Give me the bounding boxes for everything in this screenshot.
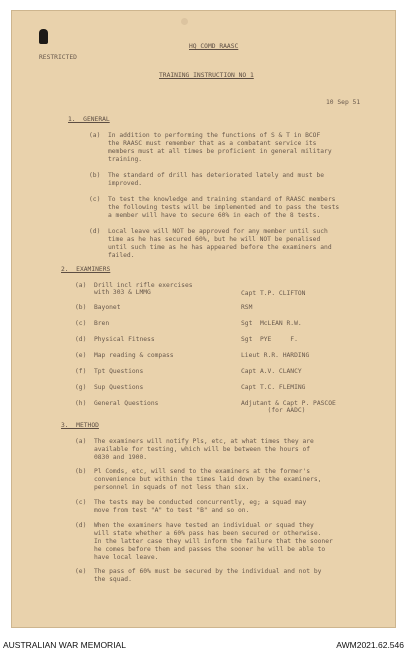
general-a-line4: training. xyxy=(89,156,143,163)
method-d-line5: have local leave. xyxy=(75,554,159,561)
examiner-subject: (a) Drill incl rifle exercises xyxy=(75,282,193,289)
method-d-line1: (d) When the examiners have tested an individual or squad they xyxy=(75,522,314,529)
examiner-name: RSM xyxy=(241,304,253,311)
examiner-name: Capt A.V. CLANCY xyxy=(241,368,302,375)
examiner-subject: (f) Tpt Questions xyxy=(75,368,144,375)
method-a-line2: available for testing, which will be between the hours of xyxy=(75,446,311,453)
archive-reference: AWM2021.62.546 xyxy=(336,640,404,650)
method-b-line2: convenience but within the times laid down by the examiners, xyxy=(75,476,322,483)
document-title: TRAINING INSTRUCTION NO 1 xyxy=(159,72,254,79)
general-d-line3: until such time as he has appeared before the examiners and xyxy=(89,244,332,251)
examiner-name: Capt T.C. FLEMING xyxy=(241,384,306,391)
general-d-line4: failed. xyxy=(89,252,135,259)
general-b-line1: (b) The standard of drill has deteriorated lately and must be xyxy=(89,172,325,179)
method-e-line1: (e) The pass of 60% must be secured by the individual and not by xyxy=(75,568,322,575)
examiner-subject: (g) Sup Questions xyxy=(75,384,144,391)
examiner-subject: (d) Physical Fitness xyxy=(75,336,155,343)
method-c-line2: move from test "A" to test "B" and so on. xyxy=(75,507,250,514)
general-a-line3: members must at all times be proficient in general military xyxy=(89,148,332,155)
method-b-line1: (b) Pl Comds, etc, will send to the examiners at the former's xyxy=(75,468,311,475)
punch-hole xyxy=(181,18,188,25)
method-b-line3: personnel in squads of not less than six. xyxy=(75,484,250,491)
examiner-name: Lieut R.R. HARDING xyxy=(241,352,310,359)
method-d-line2: will state whether a 60% pass has been secured or otherwise. xyxy=(75,530,322,537)
method-d-line4: he comes before them and passes the sooner he will be able to xyxy=(75,546,326,553)
general-c-line3: a member will have to secure 60% in each of the 8 tests. xyxy=(89,212,321,219)
paper-clip xyxy=(39,29,48,44)
method-a-line3: 0830 and 1900. xyxy=(75,454,148,461)
method-c-line1: (c) The tests may be conducted concurrently, eg; a squad may xyxy=(75,499,307,506)
general-d-line2: time as he has secured 60%, but he will NOT be penalised xyxy=(89,236,321,243)
general-a-line2: the RAASC must remember that as a combatant service its xyxy=(89,140,317,147)
general-a-line1: (a) In addition to performing the functions of S & T in BCOF xyxy=(89,132,321,139)
examiner-name: Adjutant & Capt P. PASCOE xyxy=(241,400,336,407)
general-d-line1: (d) Local leave will NOT be approved for any member until such xyxy=(89,228,328,235)
general-b-line2: improved. xyxy=(89,180,143,187)
archive-name: AUSTRALIAN WAR MEMORIAL xyxy=(3,640,126,650)
examiner-subject: (c) Bren xyxy=(75,320,110,327)
method-d-line3: In the latter case they will inform the failure that the sooner xyxy=(75,538,333,545)
examiner-name: Sgt McLEAN R.W. xyxy=(241,320,302,327)
examiner-subject: with 303 & LMMG xyxy=(75,289,151,296)
method-a-line1: (a) The examiners will notify Pls, etc, at what times they are xyxy=(75,438,314,445)
examiner-subject: (b) Bayonet xyxy=(75,304,121,311)
archive-footer xyxy=(0,634,407,653)
examiner-name: Sgt PYE F. xyxy=(241,336,298,343)
examiner-subject: (e) Map reading & compass xyxy=(75,352,174,359)
examiner-name-note: (for AADC) xyxy=(241,407,306,414)
general-c-line2: the following tests will be implemented and to pass the tests xyxy=(89,204,340,211)
document-page xyxy=(11,10,396,628)
examiner-subject: (h) General Questions xyxy=(75,400,159,407)
document-date: 10 Sep 51 xyxy=(326,99,361,106)
section-method-heading: 3. METHOD xyxy=(61,422,99,429)
general-c-line1: (c) To test the knowledge and training standard of RAASC members xyxy=(89,196,336,203)
section-examiners-heading: 2. EXAMINERS xyxy=(61,266,111,273)
examiner-name: Capt T.P. CLIFTON xyxy=(241,290,306,297)
section-general-heading: 1. GENERAL xyxy=(68,116,110,123)
method-e-line2: the squad. xyxy=(75,576,132,583)
header-title: HQ COMD RAASC xyxy=(189,43,239,50)
classification-mark: RESTRICTED xyxy=(39,54,77,61)
